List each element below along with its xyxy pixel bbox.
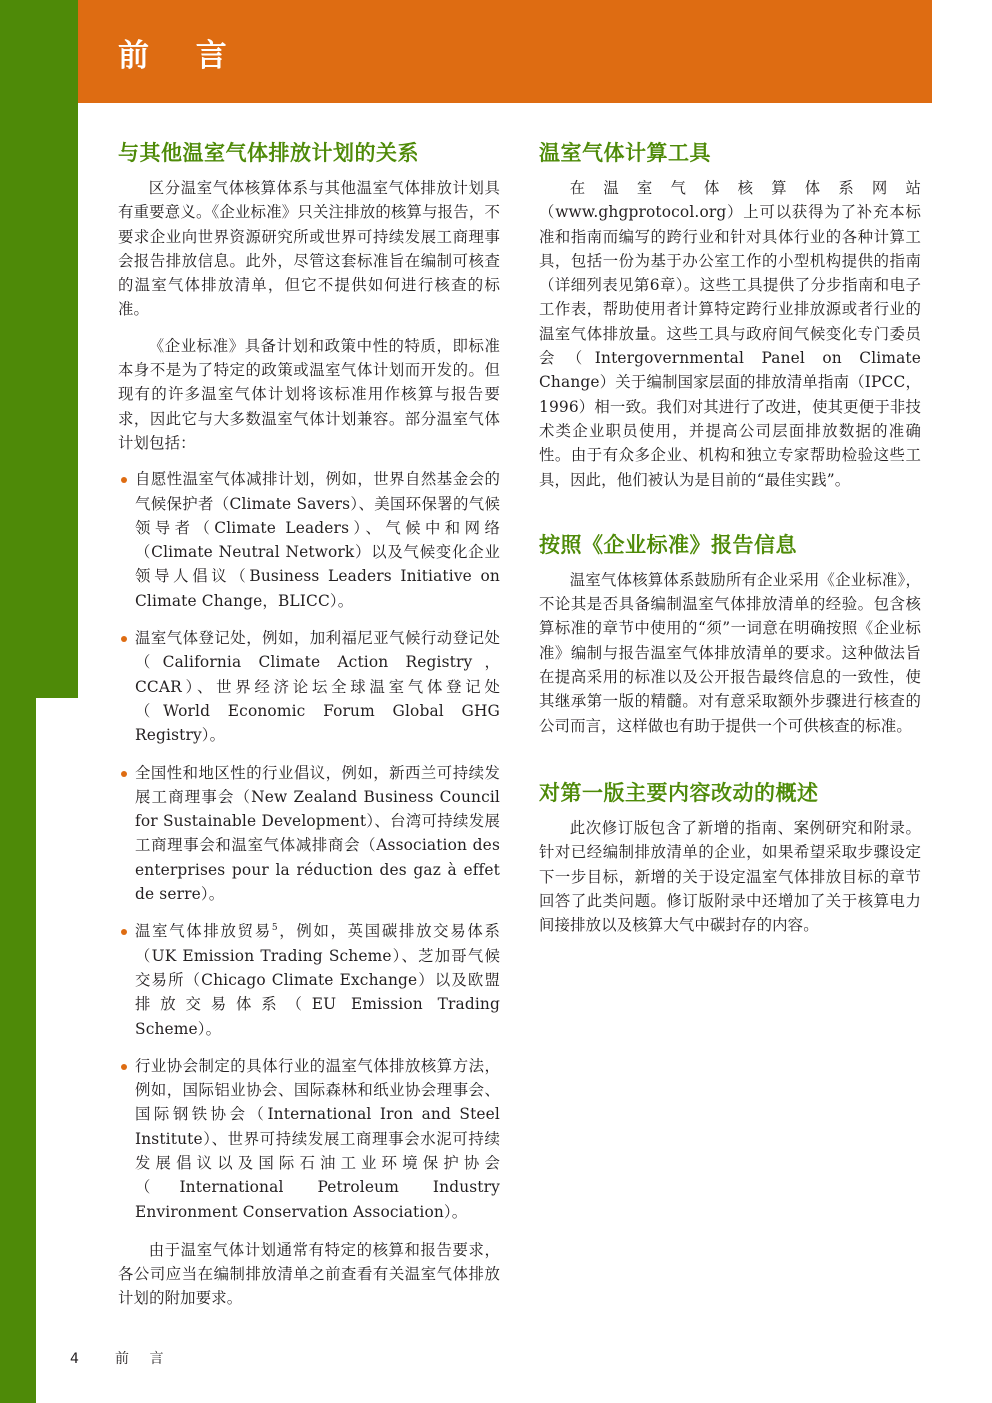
paragraph: 《企业标准》具备计划和政策中性的特质，即标准本身不是为了特定的政策或温室气体计划而开发的。但现有的许多温室气体计划将该标准用作核算与报告要求，因此它与大多数温室气体计划兼容。部分温室气体计划包括： [118,336,500,452]
list-item [118,919,500,1040]
section-heading-tools: 温室气体计算工具 [539,141,711,165]
list-item-text: ，例如，英国碳排放交易体系（UK Emission Trading Scheme）、芝加哥气候交易所（Chicago Climate Exchange）以及欧盟排放交易体系（EU Emission Trading Scheme）。 [135,922,501,1038]
paragraph: 此次修订版包含了新增的指南、案例研究和附录。针对已经编制排放清单的企业，如果希望采取步骤设定下一步目标，新增的关于设定温室气体排放目标的章节回答了此类问题。修订版附录中还增加了关于核算电力间接排放以及核算大气中碳封存的内容。 [539,818,921,935]
left-column [118,138,500,1323]
list-item: 温室气体登记处，例如，加利福尼亚气候行动登记处（California Climate Action Registry，CCAR）、世界经济论坛全球温室气体登记处（World Economic Forum Global GHG Registry）。 [118,626,500,747]
page-footer [70,1348,171,1368]
paragraph: 在温室气体核算体系网站（www.ghgprotocol.org）上可以获得为了补充本标准和指南而编写的跨行业和针对具体行业的各种计算工具，包括一份为基于办公室工作的小型机构提供的指南（详细列表见第6章）。这些工具提供了分步指南和电子工作表，帮助使用者计算特定跨行业排放源或者行业的温室气体排放量。这些工具与政府间气候变化专门委员会（Intergovernmental Panel on Climate Change）关于编制国家层面的排放清单指南（IPCC，1996）相一致。我们对其进行了改进，使其更便于非技术类企业职员使用，并提高公司层面排放数据的准确性。由于有众多企业、机构和独立专家帮助检验这些工具，因此，他们被认为是目前的“最佳实践”。 [539,179,921,489]
section-heading-reporting: 按照《企业标准》报告信息 [539,532,797,557]
paragraph: 由于温室气体计划通常有特定的核算和报告要求，各公司应当在编制排放清单之前查看有关温室气体排放计划的附加要求。 [118,1240,500,1308]
section-heading-relationship: 与其他温室气体排放计划的关系 [118,141,419,165]
section-heading-changes: 对第一版主要内容改动的概述 [539,780,819,805]
list-item: 自愿性温室气体减排计划，例如，世界自然基金会的气候保护者（Climate Savers）、美国环保署的气候领导者（Climate Leaders）、气候中和网络（Climate Neutral Network）以及气候变化企业领导人倡议（Business Leaders Initiative on Climate Change，BLICC）。 [118,467,500,613]
header-band [78,0,932,103]
list-item-text: 温室气体排放贸易 [135,922,272,941]
footer-title: 前 言 [115,1351,172,1367]
list-item: 全国性和地区性的行业倡议，例如，新西兰可持续发展工商理事会（New Zealand Business Council for Sustainable Development）、台湾可持续发展工商理事会和温室气体减排商会（Association des enterprises pour la réduction des gaz à effet de serre）。 [118,761,500,907]
right-column [539,138,921,949]
footnote-ref: 5 [271,923,278,934]
list-item: 行业协会制定的具体行业的温室气体排放核算方法，例如，国际铝业协会、国际森林和纸业协会理事会、国际钢铁协会（International Iron and Steel Institute）、世界可持续发展工商理事会水泥可持续发展倡议以及国际石油工业环境保护协会（International Petroleum Industry Environment Conservation Association）。 [118,1054,500,1224]
page-number: 4 [70,1351,79,1367]
paragraph: 温室气体核算体系鼓励所有企业采用《企业标准》，不论其是否具备编制温室气体排放清单的经验。包含核算标准的章节中使用的“须”一词意在明确按照《企业标准》编制与报告温室气体排放清单的要求。这种做法旨在提高采用的标准以及公开报告最终信息的一致性，使其继承第一版的精髓。对有意采取额外步骤进行核查的公司而言，这样做也有助于提供一个可供核查的标准。 [539,570,921,735]
green-side-band-bottom [0,698,36,1403]
paragraph: 区分温室气体核算体系与其他温室气体排放计划具有重要意义。《企业标准》只关注排放的核算与报告，不要求企业向世界资源研究所或世界可持续发展工商理事会报告排放信息。此外，尽管这套标准旨在编制可核查的温室气体排放清单，但它不提供如何进行核查的标准。 [118,179,500,319]
green-side-band-top [0,0,78,698]
page-title: 前 言 [118,38,245,74]
program-list [118,467,500,1224]
